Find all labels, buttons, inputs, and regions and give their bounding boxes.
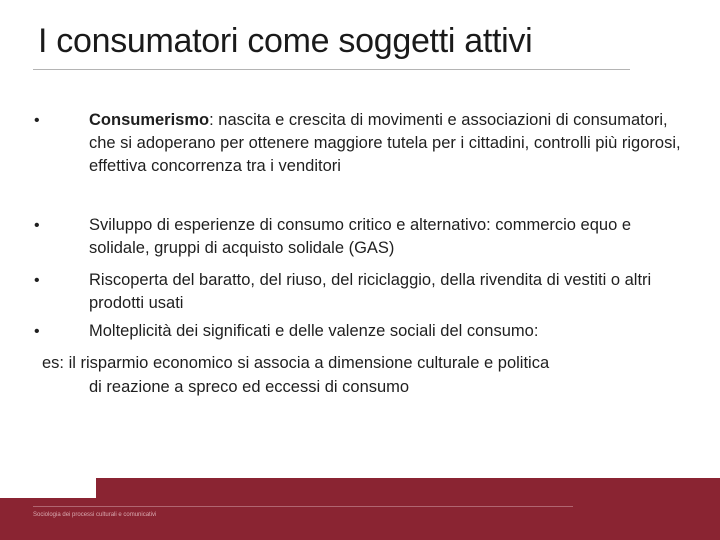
example-line: es: il risparmio economico si associa a dimensione culturale e politica [42, 354, 550, 372]
footer-band [96, 478, 720, 500]
list-item [89, 214, 689, 260]
list-item [89, 269, 689, 315]
list-item-text: Molteplicità dei significati e delle valenze sociali del consumo: [89, 322, 539, 340]
list-item [89, 320, 689, 343]
bullet-icon: • [34, 217, 40, 234]
bullet-icon: • [34, 323, 40, 340]
bullet-icon: • [34, 112, 40, 129]
list-item-text: Sviluppo di esperienze di consumo critico e alternativo: commercio equo e solidale, gruppi di acquisto solidale (GAS) [89, 216, 632, 257]
example-continuation: di reazione a spreco ed eccessi di consumo [89, 378, 410, 396]
list-item-text: Riscoperta del baratto, del riuso, del riciclaggio, della rivendita di vestiti o altri prodotti usati [89, 271, 652, 312]
footer-divider [33, 506, 573, 507]
title-divider [33, 69, 630, 70]
bold-term: Consumerismo [89, 111, 210, 129]
list-item-text: : nascita e crescita di movimenti e associazioni di consumatori, che si adoperano per ottenere maggiore tutela per i cittadini, controlli più rigorosi, effettiva concorrenza tra i venditori [89, 111, 681, 175]
footer-text: Sociologia dei processi culturali e comunicativi [33, 512, 157, 518]
bullet-icon: • [34, 272, 40, 289]
slide-title: I consumatori come soggetti attivi [38, 22, 533, 60]
footer-bar [0, 498, 720, 540]
list-item [89, 109, 689, 178]
